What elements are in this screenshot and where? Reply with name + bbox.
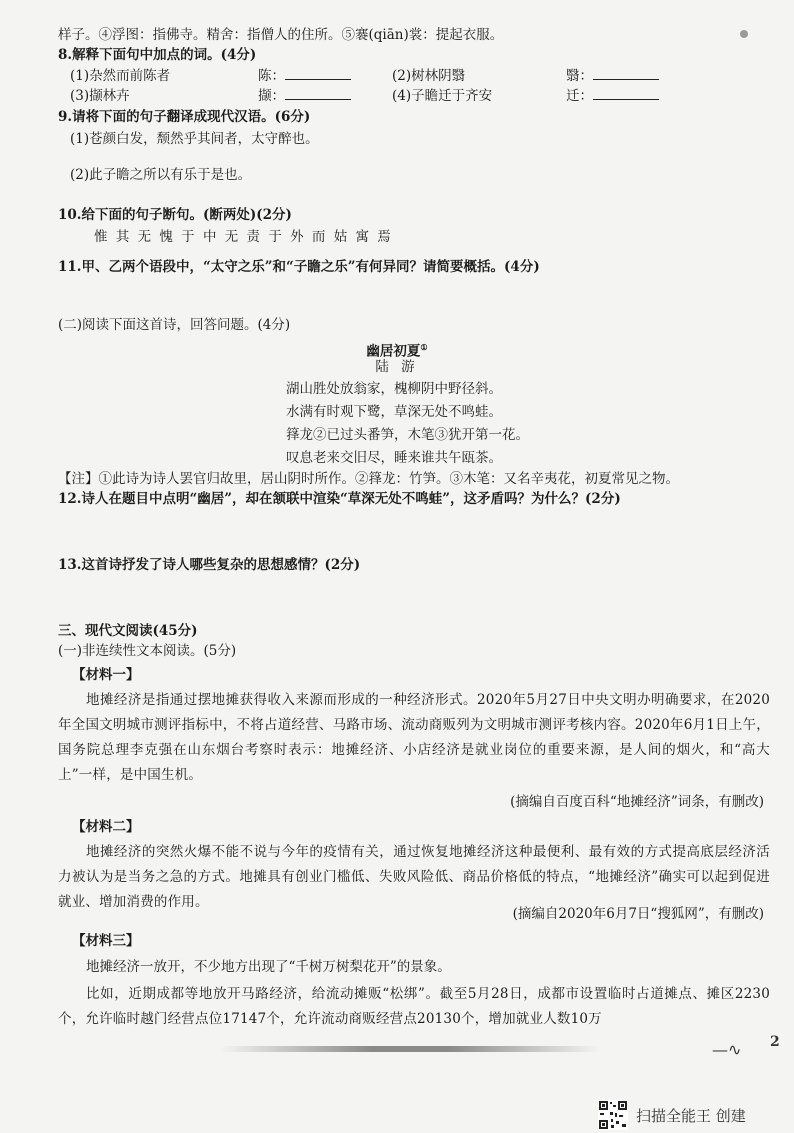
q8-item-4-phrase: (4)子瞻迁于齐安 — [392, 88, 493, 104]
q8-item-3 — [70, 87, 130, 105]
q8-item-1-word: 陈： — [258, 68, 285, 84]
q8-item-1 — [70, 67, 170, 85]
q8-item-2 — [392, 67, 465, 85]
material-1-source: (摘编自百度百科“地摊经济”词条，有删改) — [510, 794, 764, 810]
poem-section-heading: (二)阅读下面这首诗，回答问题。(4分) — [58, 317, 291, 333]
material-2-text: 地摊经济的突然火爆不能不说与今年的疫情有关，通过恢复地摊经济这种最便利、最有效的方式提高底层经济活力被认为是当务之急的方式。地摊具有创业门槛低、失败风险低、商品价格低的特点，“地摊经济”确实可以起到促进就业、增加消费的作用。 — [58, 844, 770, 910]
qr-code-icon — [598, 1100, 628, 1130]
material-1-label: 【材料一】 — [72, 667, 140, 683]
q11-title: 11.甲、乙两个语段中，“太守之乐”和“子瞻之乐”有何异同？请简要概括。(4分) — [58, 259, 540, 275]
modern-heading: 三、现代文阅读(45分) — [58, 623, 198, 639]
poem-title-note: ① — [420, 342, 428, 352]
page-bottom-shadow — [220, 1046, 600, 1052]
q8-item-2-phrase: (2)树林阴翳 — [392, 68, 466, 84]
q8-item-1-blank[interactable] — [285, 67, 351, 80]
page-number: 2 — [770, 1034, 780, 1050]
q9-sentence-1: (1)苍颜白发，颓然乎其间者，太守醉也。 — [70, 131, 319, 147]
q8-item-4 — [392, 87, 492, 105]
q8-item-2-answer — [566, 67, 659, 85]
q10-title: 10.给下面的句子断句。(断两处)(2分) — [58, 207, 292, 223]
q12-title: 12.诗人在题目中点明“幽居”，却在颔联中渲染“草深无处不鸣蛙”，这矛盾吗？为什么？(2分) — [58, 491, 621, 507]
scanner-label: 扫描全能王 创建 — [636, 1106, 746, 1125]
q8-item-2-blank[interactable] — [593, 67, 659, 80]
q8-item-4-word: 迁： — [566, 88, 593, 104]
q7-note-end: 样子。④浮图：指佛寺。精舍：指僧人的住所。⑤褰(qiān)裳：提起衣服。 — [58, 27, 504, 43]
q13-title: 13.这首诗抒发了诗人哪些复杂的思想感情？(2分) — [58, 557, 361, 573]
q8-item-4-answer — [566, 87, 659, 105]
q8-item-3-word: 撷： — [258, 88, 285, 104]
poem-title: 幽居初夏 — [366, 343, 421, 360]
q10-sentence: 惟 其 无 愧 于 中 无 责 于 外 而 姑 寓 焉 — [94, 229, 393, 245]
material-3-line-2: 比如，近期成都等地放开马路经济，给流动摊贩“松绑”。截至5月28日，成都市设置临时占道摊点、摊区2230个，允许临时越门经营点位17147个，允许流动商贩经营点20130个，增加就业人数10万 — [58, 986, 770, 1027]
material-1-text: 地摊经济是指通过摆地摊获得收入来源而形成的一种经济形式。2020年5月27日中央文明办明确要求，在2020年全国文明城市测评指标中，不将占道经营、马路市场、流动商贩列为文明城市测评考核内容。2020年6月1日上午，国务院总理李克强在山东烟台考察时表示：地摊经济、小店经济是就业岗位的重要来源，是人间的烟火，和“高大上”一样，是中国生机。 — [58, 692, 770, 783]
q9-title: 9.请将下面的句子翻译成现代汉语。(6分) — [58, 109, 311, 125]
scanner-watermark — [598, 1097, 746, 1133]
material-3-label: 【材料三】 — [72, 933, 140, 949]
material-2-source: (摘编自2020年6月7日“搜狐网”，有删改) — [512, 906, 764, 922]
q8-item-1-phrase: (1)杂然而前陈者 — [70, 68, 171, 84]
scan-speck — [740, 30, 748, 38]
q8-item-3-phrase: (3)撷林卉 — [70, 88, 130, 104]
poem-line-1: 湖山胜处放翁家，槐柳阴中野径斜。 — [286, 381, 502, 397]
material-3-line-1: 地摊经济一放开，不少地方出现了“千树万树梨花开”的景象。 — [86, 959, 451, 975]
q8-item-1-answer — [258, 67, 351, 85]
poem-line-2: 水满有时观下鹭，草深无处不鸣蛙。 — [286, 404, 502, 420]
poem-line-3: 箨龙②已过头番笋，木笔③犹开第一花。 — [286, 427, 529, 443]
q8-item-4-blank[interactable] — [593, 87, 659, 100]
material-2-label: 【材料二】 — [72, 819, 140, 835]
q8-item-3-blank[interactable] — [285, 87, 351, 100]
modern-sub-heading: (一)非连续性文本阅读。(5分) — [58, 643, 237, 659]
q8-title: 8.解释下面句中加点的词。(4分) — [58, 47, 257, 63]
q8-item-2-word: 翳： — [566, 68, 593, 84]
q9-sentence-2: (2)此子瞻之所以有乐于是也。 — [70, 167, 252, 183]
poem-line-4: 叹息老来交旧尽，睡来谁共午瓯茶。 — [286, 450, 502, 466]
poem-author: 陆 游 — [375, 359, 419, 375]
poem-note: 【注】①此诗为诗人罢官归故里，居山阴时所作。②箨龙：竹笋。③木笔：又名辛夷花，初夏常见之物。 — [58, 471, 679, 487]
q8-item-3-answer — [258, 87, 351, 105]
page-curl-mark: —∿ — [712, 1040, 742, 1059]
